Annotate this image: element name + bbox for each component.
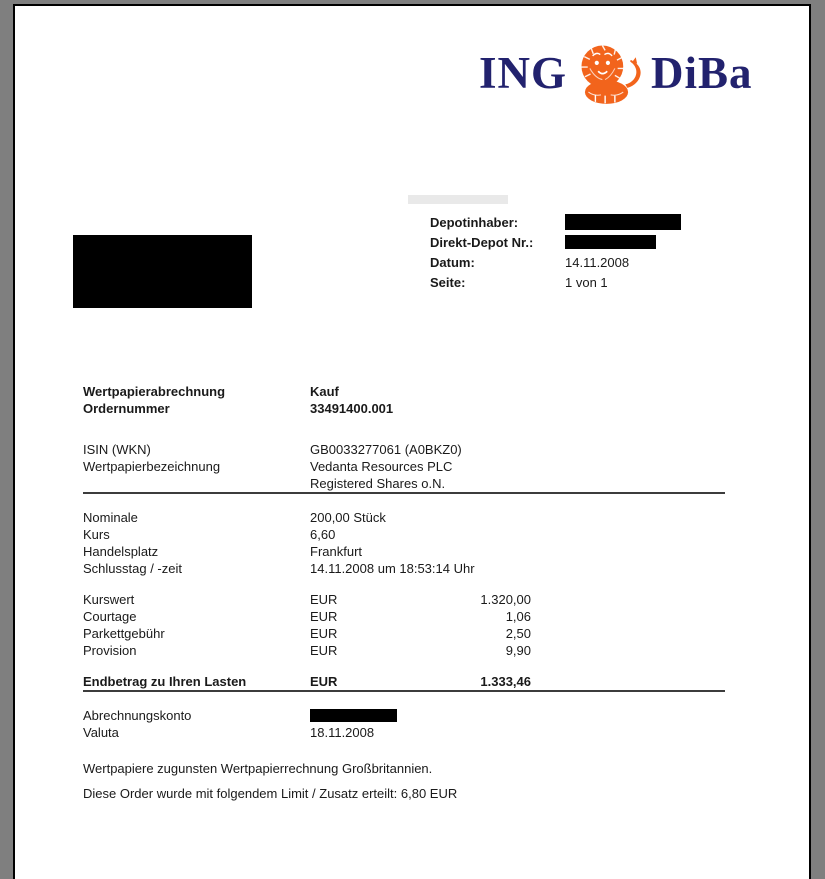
- depot-info-block: [430, 213, 681, 293]
- redaction-bar-konto: [310, 709, 397, 722]
- lion-icon: [571, 42, 649, 106]
- provision-row: [83, 642, 725, 659]
- schlusstag-value: 14.11.2008 um 18:53:14 Uhr: [310, 561, 475, 576]
- datum-row: [430, 253, 681, 273]
- depot-nr-row: [430, 233, 681, 253]
- bezeichnung-row-2: [83, 475, 725, 492]
- abrechnung-title-value: Kauf: [310, 384, 339, 399]
- valuta-row: [83, 724, 725, 741]
- provision-label: Provision: [83, 643, 137, 658]
- isin-value: GB0033277061 (A0BKZ0): [310, 442, 462, 457]
- divider-rule-1: [83, 492, 725, 494]
- parkettgebuehr-amount: 2,50: [505, 626, 531, 641]
- endbetrag-row: [83, 673, 725, 690]
- kurswert-row: [83, 591, 725, 608]
- bezeichnung-value-1: Vedanta Resources PLC: [310, 459, 453, 474]
- nominale-value: 200,00 Stück: [310, 510, 386, 525]
- endbetrag-amount: 1.333,46: [480, 674, 531, 689]
- isin-row: [83, 441, 725, 458]
- abrechnung-title-label: Wertpapierabrechnung: [83, 384, 226, 399]
- ordernummer-label: Ordernummer: [83, 401, 170, 416]
- bezeichnung-row: [83, 458, 725, 475]
- provision-currency: EUR: [310, 643, 338, 658]
- seite-label: Seite:: [430, 275, 466, 290]
- endbetrag-label: Endbetrag zu Ihren Lasten: [83, 674, 247, 689]
- parkettgebuehr-label: Parkettgebühr: [83, 626, 165, 641]
- nominale-row: [83, 509, 725, 526]
- isin-label: ISIN (WKN): [83, 442, 151, 457]
- depot-nr-label: Direkt-Depot Nr.:: [430, 235, 534, 250]
- parkettgebuehr-currency: EUR: [310, 626, 338, 641]
- redaction-block-address: [73, 235, 252, 308]
- parkettgebuehr-row: [83, 625, 725, 642]
- courtage-amount: 1,06: [505, 609, 531, 624]
- datum-label: Datum:: [430, 255, 475, 270]
- document-body: [83, 383, 725, 802]
- bezeichnung-label: Wertpapierbezeichnung: [83, 459, 221, 474]
- note-zugunsten-text: Wertpapiere zugunsten Wertpapierrechnung Großbritannien.: [83, 761, 433, 776]
- note-limit: [83, 785, 725, 802]
- handelsplatz-row: [83, 543, 725, 560]
- kurswert-currency: EUR: [310, 592, 338, 607]
- schlusstag-row: [83, 560, 725, 577]
- bezeichnung-value-2: Registered Shares o.N.: [310, 476, 446, 491]
- kurs-row: [83, 526, 725, 543]
- valuta-label: Valuta: [83, 725, 119, 740]
- valuta-value: 18.11.2008: [310, 725, 375, 740]
- scan-smudge: [408, 195, 508, 204]
- depotinhaber-row: [430, 213, 681, 233]
- depotinhaber-label: Depotinhaber:: [430, 215, 519, 230]
- nominale-label: Nominale: [83, 510, 138, 525]
- provision-amount: 9,90: [505, 643, 531, 658]
- redaction-bar-depotinhaber: [565, 214, 681, 230]
- redaction-bar-depot-nr: [565, 235, 656, 249]
- kurswert-label: Kurswert: [83, 592, 135, 607]
- handelsplatz-value: Frankfurt: [310, 544, 363, 559]
- kurswert-amount: 1.320,00: [480, 592, 531, 607]
- note-limit-text: Diese Order wurde mit folgendem Limit / Zusatz erteilt: 6,80 EUR: [83, 786, 458, 801]
- courtage-label: Courtage: [83, 609, 137, 624]
- kurs-label: Kurs: [83, 527, 110, 542]
- abrechnung-title-row: [83, 383, 725, 400]
- schlusstag-label: Schlusstag / -zeit: [83, 561, 182, 576]
- logo-ing-text: ING: [479, 48, 568, 98]
- courtage-currency: EUR: [310, 609, 338, 624]
- document-page: [13, 4, 811, 879]
- seite-row: [430, 273, 681, 293]
- divider-rule-2: [83, 690, 725, 692]
- kurs-value: 6,60: [310, 527, 336, 542]
- ing-diba-logo: [479, 40, 753, 106]
- abrechnungskonto-label: Abrechnungskonto: [83, 708, 192, 723]
- logo-diba-text: DiBa: [651, 48, 753, 98]
- abrechnungskonto-row: [83, 707, 725, 724]
- ordernummer-row: [83, 400, 725, 417]
- endbetrag-currency: EUR: [310, 674, 338, 689]
- handelsplatz-label: Handelsplatz: [83, 544, 159, 559]
- seite-value: 1 von 1: [565, 275, 608, 290]
- datum-value: 14.11.2008: [565, 255, 630, 270]
- ordernummer-value: 33491400.001: [310, 401, 394, 416]
- courtage-row: [83, 608, 725, 625]
- note-zugunsten: [83, 760, 725, 777]
